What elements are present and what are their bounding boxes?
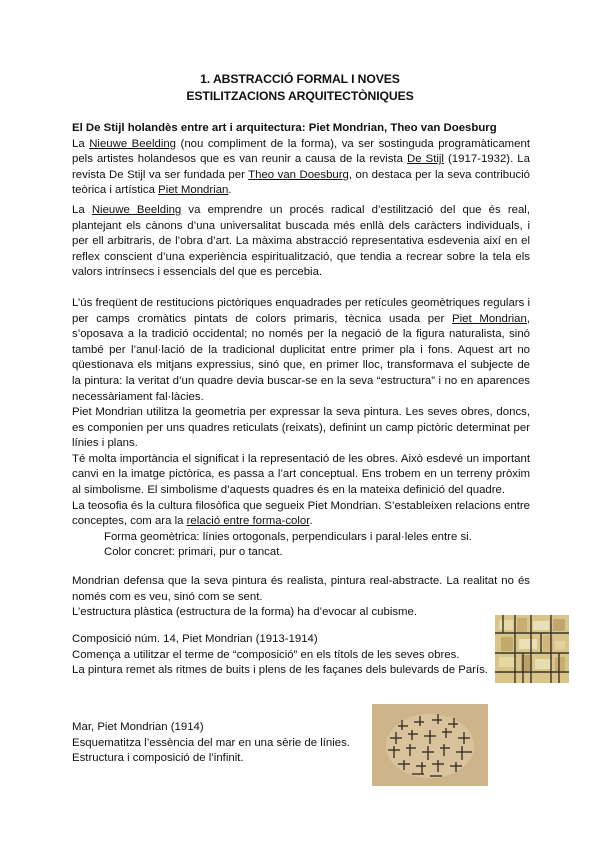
work-line: Estructura i composició de l’infinit. bbox=[72, 752, 244, 765]
link-theo-van-doesburg[interactable]: Theo van Doesburg bbox=[248, 168, 349, 181]
work-line: Esquematitza l’essència del mar en una sèrie de línies. bbox=[72, 736, 350, 749]
link-de-stijl[interactable]: De Stijl bbox=[406, 153, 444, 166]
link-relacio-forma-color[interactable]: relació entre forma-color bbox=[186, 515, 310, 528]
text: , s’oposava a la tradició occidental; no només per la negació de la figura naturalista, sinó també per l’anul·lació de la tradicional duplicitat entre primer pla i fons. Aquest art no qüestionava els mitjans expressius, sinó que, en primer lloc, transformava el subjecte de la pintura: la veritat d’un quadre devia buscar-se en la seva “estructura” i no en aparences necessàriament fal·làcies. bbox=[72, 312, 531, 403]
paragraph-6 bbox=[72, 499, 530, 530]
paragraph-4: Piet Mondrian utilitza la geometria per expressar la seva pintura. Les seves obres, doncs, es componien per uns quadres reticulats (reixats), definint un camp pictòric determinat per línies i plans. bbox=[72, 406, 530, 450]
link-nieuwe-beelding[interactable]: Nieuwe Beelding bbox=[89, 137, 177, 150]
section-de-stijl bbox=[72, 121, 530, 199]
text: L’ús freqüent de restitucions pictòriques enquadrades per retícules geomètriques regulars i per camps cromàtics pintats de colors primaris, tècnica usada per bbox=[72, 297, 530, 325]
text: La teosofia és la cultura filosòfica que segueix Piet Mondrian. S’estableixen relacions entre conceptes, com ara la bbox=[72, 499, 530, 528]
section-realism bbox=[72, 574, 530, 621]
paragraph-10: L’estructura plàstica (estructura de la forma) ha d’evocar al cubisme. bbox=[72, 606, 418, 619]
text: (1917-1932). La revista De Stijl va ser fundada per bbox=[72, 153, 530, 181]
paragraph-9: Mondrian defensa que la seva pintura és realista, pintura real-abstracte. La realitat no és només com es veu, sinó com se sent. bbox=[72, 575, 530, 603]
mondrian-sea-painting-icon bbox=[372, 704, 488, 786]
text: La bbox=[72, 204, 92, 216]
paragraph-5: Té molta importància el significat i la representació de les obres. Això esdevé un important canvi en la imatge pictòrica, es passa a l’art conceptual. Ens trobem en un terreny pròxim al simbolisme. El simbolisme d’aquests quadres és en la mateixa definició del quadre. bbox=[72, 452, 530, 496]
paragraph-color: Color concret: primari, pur o tancat. bbox=[104, 546, 283, 559]
text: . bbox=[309, 515, 313, 528]
mondrian-grid-painting-icon bbox=[495, 615, 569, 683]
work-line: La pintura remet als ritmes de buits i plens de les façanes dels bulevards de París. bbox=[72, 664, 488, 677]
link-nieuwe-beelding[interactable]: Nieuwe Beelding bbox=[91, 204, 182, 216]
text: (nou compliment de la forma), va ser sostinguda programàticament pels artistes holandesos que es van reunir a causa de la revista bbox=[72, 137, 530, 166]
title-line-1: 1. ABSTRACCIÓ FORMAL I NOVES bbox=[200, 72, 400, 86]
paragraph-forma: Forma geomètrica: línies ortogonals, perpendiculars i paral·leles entre si. bbox=[104, 530, 472, 543]
work-composicio-14 bbox=[72, 632, 492, 679]
work-title: Mar, Piet Mondrian (1914) bbox=[72, 721, 204, 733]
work-mar bbox=[72, 720, 372, 767]
text: , on destaca per la seva contribució teòrica i artística bbox=[72, 168, 531, 197]
paragraph-2 bbox=[72, 203, 530, 281]
section-heading: El De Stijl holandès entre art i arquitectura: Piet Mondrian, Theo van Doesburg bbox=[72, 122, 497, 134]
work-line: Comença a utilitzar el terme de “composició” en els títols de les seves obres. bbox=[72, 648, 460, 661]
text: La bbox=[72, 137, 90, 150]
page-title bbox=[0, 71, 600, 105]
painting-mar-image bbox=[372, 704, 488, 786]
paragraph-1 bbox=[72, 137, 530, 199]
paragraph-3 bbox=[72, 296, 530, 405]
section-geometry bbox=[72, 405, 530, 561]
text: . bbox=[228, 184, 232, 197]
link-piet-mondrian[interactable]: Piet Mondrian bbox=[451, 312, 527, 325]
title-line-2: ESTILITZACIONS ARQUITECTÒNIQUES bbox=[186, 89, 414, 103]
link-piet-mondrian[interactable]: Piet Mondrian bbox=[158, 184, 229, 197]
text: va emprendre un procés radical d’estilització del que és real, plantejant els cànons d’una universalitat buscada més enllà dels caràcters individuals, i per ell arbitraris, de l’obra d’art. La màxima abstracció representativa esdevenia així en el reflex conscient d’una experiència espiritualització, que tendia a recrear sobre la tela els valors intrínsecs i essencials del que es percebia. bbox=[72, 204, 530, 279]
painting-composicio-14-image bbox=[495, 615, 569, 683]
work-title: Composició núm. 14, Piet Mondrian (1913-1914) bbox=[72, 633, 318, 645]
